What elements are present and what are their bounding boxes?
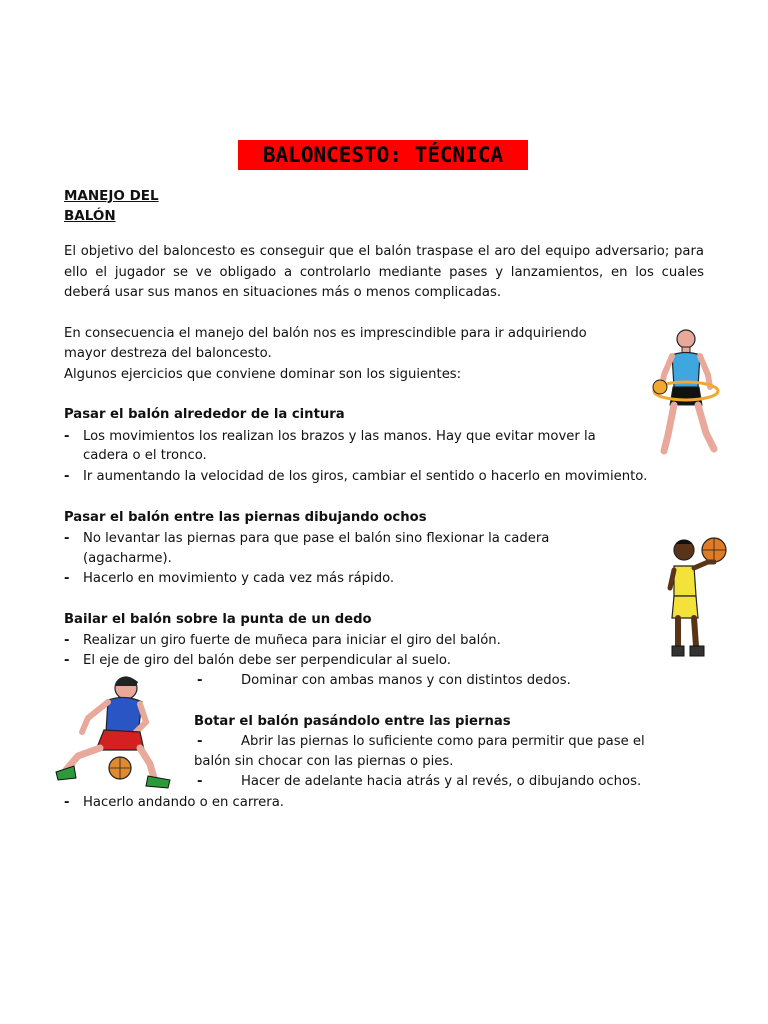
exercise4-heading: Botar el balón pasándolo entre las piernas — [194, 714, 511, 729]
exercise4-bullet2: Hacer de adelante hacia atrás y al revés, o dibujando ochos. — [241, 774, 642, 789]
exercise2-bullet2: Hacerlo en movimiento y cada vez más rápido. — [83, 571, 395, 586]
consequence-line1: En consecuencia el manejo del balón nos es imprescindible para ir adquiriendo — [64, 326, 587, 341]
bullet-symbol: - — [64, 531, 70, 546]
section-heading — [64, 186, 159, 226]
exercise2-bullet1-line1: No levantar las piernas para que pase el balón sino flexionar la cadera — [83, 531, 550, 546]
player-dribbling-illustration — [52, 674, 176, 792]
exercise1-heading: Pasar el balón alrededor de la cintura — [64, 407, 345, 422]
exercise3-bullet1: Realizar un giro fuerte de muñeca para iniciar el giro del balón. — [83, 633, 501, 648]
exercise1-bullet1-line2: cadera o el tronco. — [83, 448, 207, 463]
exercise4-bullet1-line2: balón sin chocar con las piernas o pies. — [194, 754, 454, 769]
section-heading-line1: MANEJO DEL — [64, 188, 159, 204]
bullet-symbol: - — [64, 571, 70, 586]
exercises-intro: Algunos ejercicios que conviene dominar son los siguientes: — [64, 367, 462, 382]
exercise1-bullet2: Ir aumentando la velocidad de los giros, cambiar el sentido o hacerlo en movimiento. — [83, 469, 648, 484]
page-title: BALONCESTO: TÉCNICA — [238, 140, 528, 170]
bullet-symbol: - — [64, 795, 70, 810]
bullet-symbol: - — [197, 734, 203, 749]
bullet-symbol: - — [64, 633, 70, 648]
exercise3-bullet3: Dominar con ambas manos y con distintos dedos. — [241, 673, 571, 688]
bullet-symbol: - — [64, 429, 70, 444]
bullet-symbol: - — [197, 774, 203, 789]
consequence-line2: mayor destreza del baloncesto. — [64, 346, 272, 361]
bullet-symbol: - — [197, 673, 203, 688]
intro-paragraph: El objetivo del baloncesto es conseguir que el balón traspase el aro del equipo adversario; para ello el jugador se ve obligado a controlarlo mediante pases y lanzamientos, en los cuales deberá usar sus manos en situaciones más o menos complicadas. — [64, 244, 704, 300]
bullet-symbol: - — [64, 469, 70, 484]
exercise4-bullet3: Hacerlo andando o en carrera. — [83, 795, 284, 810]
exercise2-bullet1-line2: (agacharme). — [83, 551, 172, 566]
player-waist-ball-illustration — [648, 325, 728, 460]
exercise4-bullet1-line1: Abrir las piernas lo suficiente como para permitir que pase el — [241, 734, 645, 749]
player-spinning-ball-illustration — [664, 532, 730, 664]
exercise2-heading: Pasar el balón entre las piernas dibujando ochos — [64, 510, 427, 525]
bullet-symbol: - — [64, 653, 70, 668]
exercise3-heading: Bailar el balón sobre la punta de un dedo — [64, 612, 372, 627]
section-heading-line2: BALÓN — [64, 208, 116, 224]
exercise1-bullet1-line1: Los movimientos los realizan los brazos y las manos. Hay que evitar mover la — [83, 429, 596, 444]
exercise3-bullet2: El eje de giro del balón debe ser perpendicular al suelo. — [83, 653, 451, 668]
